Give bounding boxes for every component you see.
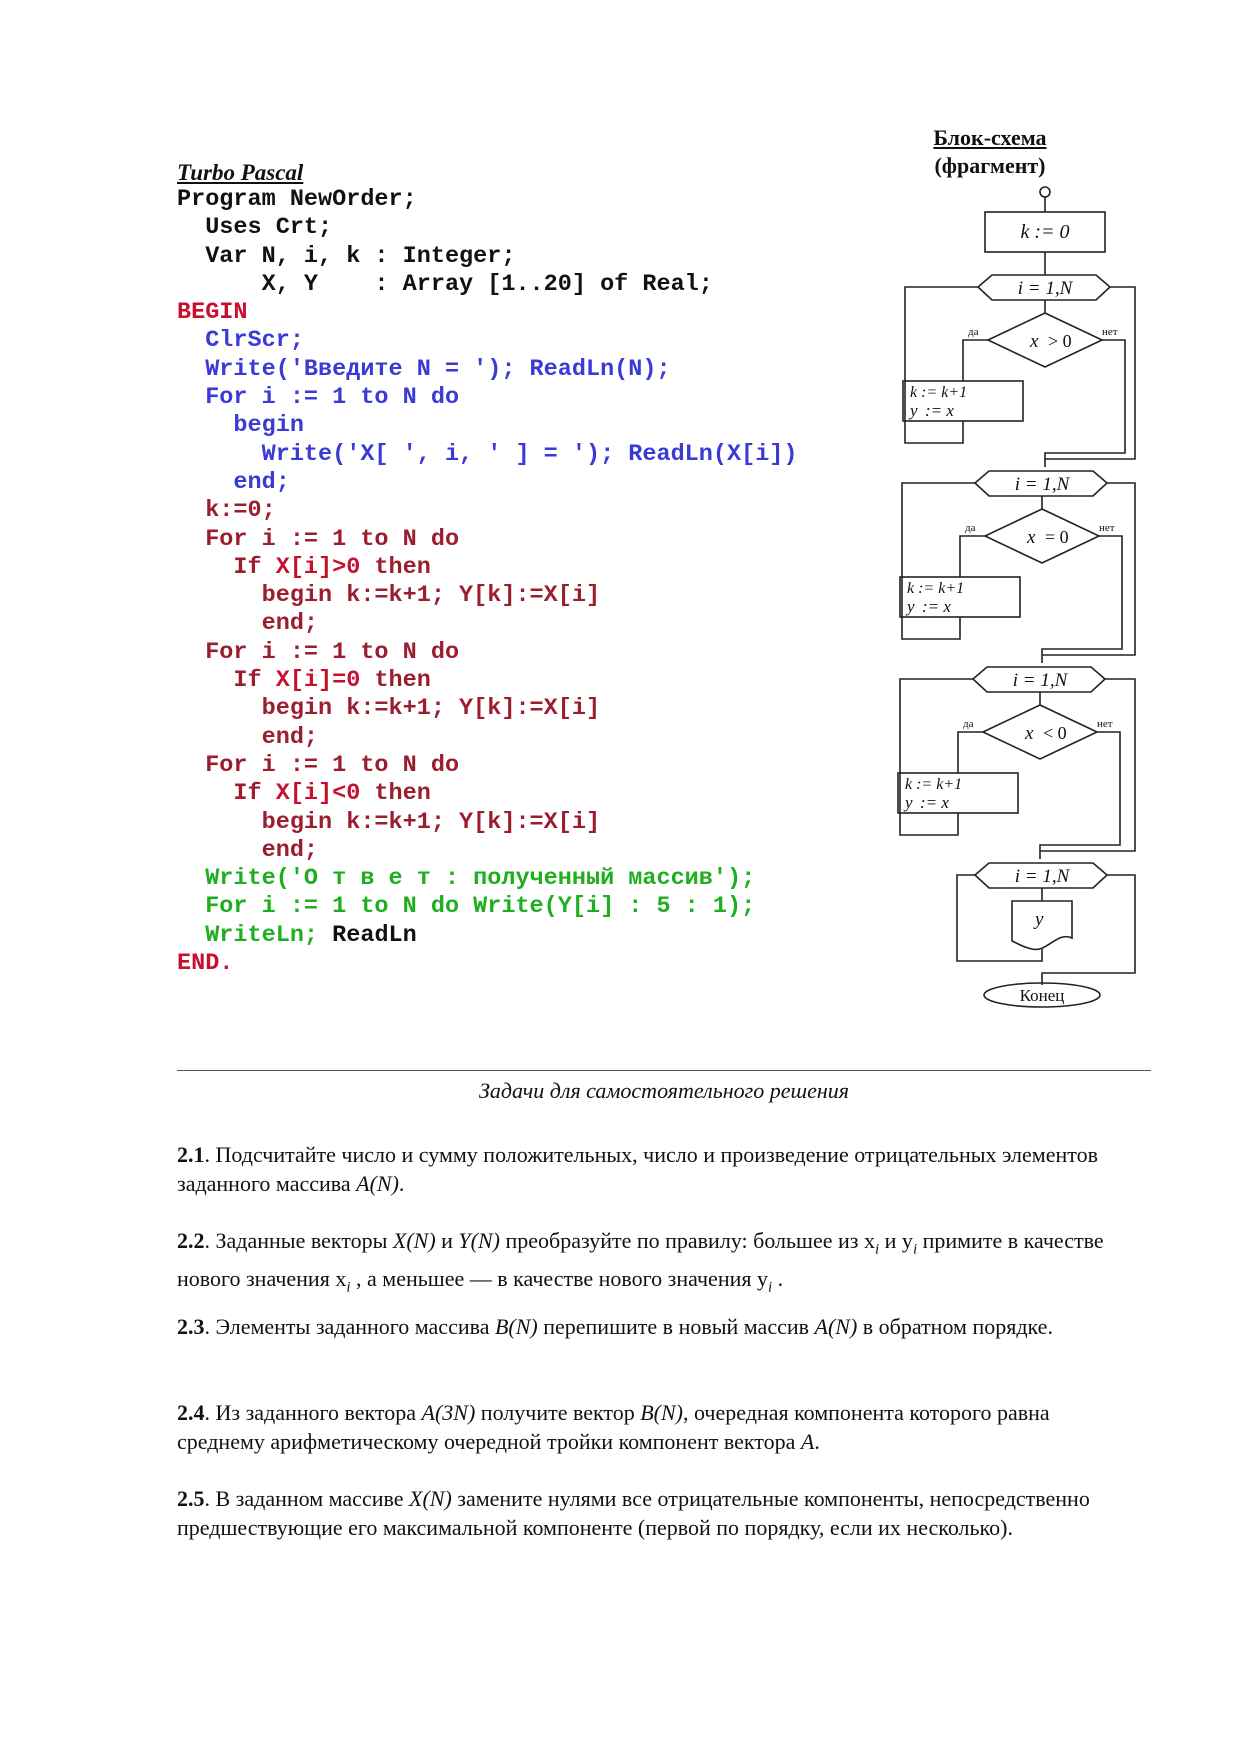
code-token: X[i]>0 <box>275 553 361 581</box>
yes-label-2: да <box>965 522 976 534</box>
assign-k-3: k := k+1 <box>905 776 963 793</box>
task-number: 2.5 <box>177 1486 205 1511</box>
task-number: 2.1 <box>177 1142 205 1167</box>
condition-diamond-2 <box>985 509 1099 563</box>
task-item: 2.2. Заданные векторы X(N) и Y(N) преобразуйте по правилу: большее из $x_i$ и $y_i$ примите в качестве нового значения $x_i$ , а меньшее — в качестве нового значения $y_i$ . <box>177 1228 1104 1296</box>
task-number: 2.2 <box>177 1228 205 1253</box>
code-token: k:=0; <box>177 497 276 525</box>
code-line <box>177 497 798 525</box>
task-text: X(N) <box>409 1486 452 1511</box>
code-token: Var N, i, k : Integer; <box>177 242 516 270</box>
code-line <box>177 639 798 667</box>
code-token: ReadLn <box>332 921 417 949</box>
code-token: then <box>360 667 431 695</box>
code-token: X, Y : Array [1..20] of Real; <box>177 270 713 298</box>
loop-label-2: i = 1,N <box>1014 474 1070 495</box>
task-text: , а меньшее — в качестве нового значения y <box>350 1266 768 1292</box>
code-line <box>177 356 798 384</box>
task-text: Подсчитайте число и сумму положительных, число и произведение отрицательных элементов заданного массива <box>177 1142 1098 1196</box>
cond-var-2: x <box>1027 527 1036 548</box>
task-text: перепишите в новый массив <box>537 1314 815 1339</box>
code-token: If <box>177 780 276 808</box>
code-line <box>177 724 798 752</box>
task-text: B(N) <box>494 1314 538 1339</box>
task-text: в обратном порядке. <box>857 1314 1053 1339</box>
task-text: A(N) <box>356 1171 399 1196</box>
condition-diamond-1 <box>988 313 1102 367</box>
code-line <box>177 695 798 723</box>
code-line <box>177 865 798 893</box>
code-line <box>177 950 798 978</box>
task-text: B(N) <box>640 1400 683 1425</box>
task-text: A(3N) <box>421 1400 476 1425</box>
no-label-3: нет <box>1097 718 1113 730</box>
yes-label-1: да <box>968 326 979 338</box>
cond-var-1: x <box>1030 331 1039 352</box>
task-text: i <box>874 1241 880 1258</box>
task-text: i <box>767 1279 773 1296</box>
code-line <box>177 214 798 242</box>
code-token: end; <box>177 610 319 638</box>
task-text: . <box>814 1429 820 1454</box>
flowchart-title-line1: Блок-схема <box>933 125 1047 150</box>
code-line <box>177 752 798 780</box>
code-token: If <box>177 667 276 695</box>
code-token: For i := 1 to N do <box>177 384 460 412</box>
code-token: Write('О т в е т : полученный массив'); <box>177 865 756 893</box>
task-item: 2.1. Подсчитайте число и сумму положительных, число и произведение отрицательных элементов заданного массива A(N). <box>177 1142 1098 1196</box>
cond-var-3: x <box>1025 723 1034 744</box>
code-line <box>177 554 798 582</box>
output-text: y <box>1035 909 1044 930</box>
cond-op-1: > 0 <box>1048 331 1072 351</box>
code-token: For i := 1 to N do <box>177 638 460 666</box>
code-token: ClrScr; <box>177 327 304 355</box>
no-label-1: нет <box>1102 326 1118 338</box>
no-label-2: нет <box>1099 522 1115 534</box>
loop-output <box>957 863 1135 985</box>
code-token: end; <box>177 836 319 864</box>
code-line <box>177 412 798 440</box>
code-token: end; <box>177 723 319 751</box>
code-line <box>177 299 798 327</box>
task-text: В заданном массиве <box>215 1486 409 1511</box>
code-token: Write('X[ ', i, ' ] = '); ReadLn(X[i]) <box>177 440 798 468</box>
code-line <box>177 327 798 355</box>
loop-label-4: i = 1,N <box>1014 866 1070 887</box>
code-line <box>177 922 798 950</box>
task-item: 2.5. В заданном массиве X(N) замените нулями все отрицательные компоненты, непосредственно предшествующие его максимальной компоненте (первой по порядку, если их несколько). <box>177 1486 1090 1540</box>
code-token: BEGIN <box>177 299 248 327</box>
cond-op-2: = 0 <box>1045 527 1069 547</box>
code-line <box>177 610 798 638</box>
section-divider <box>177 1070 1151 1071</box>
code-line <box>177 780 798 808</box>
code-token: begin k:=k+1; Y[k]:=X[i] <box>177 582 601 610</box>
assign-k-2: k := k+1 <box>907 580 965 597</box>
code-line <box>177 384 798 412</box>
code-line <box>177 582 798 610</box>
code-line <box>177 271 798 299</box>
flowchart-title <box>900 124 1080 180</box>
task-item: 2.3. Элементы заданного массива B(N) перепишите в новый массив A(N) в обратном порядке. <box>177 1314 1053 1339</box>
code-token: Write('Введите N = '); ReadLn(N); <box>177 355 671 383</box>
code-token: For i := 1 to N do <box>177 751 460 779</box>
loop-2 <box>900 471 1135 663</box>
code-token: begin <box>177 412 304 440</box>
code-line <box>177 667 798 695</box>
flowchart <box>880 185 1150 1015</box>
loop-label-1: i = 1,N <box>1017 278 1073 299</box>
task-text: , очередная компонента которого равна среднему арифметическому очередной тройки компонент вектора <box>177 1400 1050 1454</box>
init-text: k := 0 <box>1020 221 1070 243</box>
code-line <box>177 893 798 921</box>
code-line <box>177 441 798 469</box>
code-line <box>177 837 798 865</box>
code-line <box>177 469 798 497</box>
code-line <box>177 186 798 214</box>
code-token: begin k:=k+1; Y[k]:=X[i] <box>177 695 601 723</box>
task-text: Из заданного вектора <box>215 1400 422 1425</box>
loop-label-3: i = 1,N <box>1012 670 1068 691</box>
task-text: преобразуйте по правилу: большее из x <box>499 1228 875 1253</box>
flowchart-title-line2: (фрагмент) <box>934 153 1046 178</box>
code-line <box>177 243 798 271</box>
task-text: получите вектор <box>475 1400 641 1425</box>
condition-diamond-3 <box>983 705 1097 759</box>
code-title: Turbo Pascal <box>177 160 304 185</box>
assign-y-rest-3: := x <box>920 793 949 812</box>
task-text: замените нулями все отрицательные компоненты, непосредственно предшествующие его максимальной компоненте (первой по порядку, если их несколько). <box>177 1486 1090 1540</box>
task-number: 2.4 <box>177 1400 205 1425</box>
code-token: X[i]<0 <box>275 780 361 808</box>
task-text: X(N) <box>392 1228 436 1253</box>
task-text: и y <box>879 1228 913 1253</box>
assign-y-3: y <box>905 793 913 812</box>
task-text: Элементы заданного массива <box>215 1314 495 1339</box>
end-text: Конец <box>1019 986 1065 1005</box>
task-text: . <box>772 1266 784 1292</box>
tasks-heading: Задачи для самостоятельного решения <box>479 1078 849 1103</box>
task-number: 2.3 <box>177 1314 205 1339</box>
task-text: Заданные векторы <box>215 1228 393 1253</box>
code-token: If <box>177 553 276 581</box>
task-text: A(N) <box>814 1314 858 1339</box>
task-text: i <box>346 1279 351 1296</box>
assign-y-rest-1: := x <box>925 401 954 420</box>
code-token: then <box>360 780 431 808</box>
task-text: . <box>398 1171 405 1196</box>
code-token: END. <box>177 950 234 978</box>
code-token: then <box>360 553 431 581</box>
assign-y-2: y <box>907 597 915 616</box>
task-text: i <box>912 1241 918 1258</box>
assign-y-1: y <box>910 401 918 420</box>
task-text: A <box>800 1429 815 1454</box>
code-token: Program NewOrder; <box>177 186 417 213</box>
code-token: begin k:=k+1; Y[k]:=X[i] <box>177 808 601 836</box>
yes-label-3: да <box>963 718 974 730</box>
pascal-code-listing <box>177 186 798 978</box>
assign-k-1: k := k+1 <box>910 384 968 401</box>
code-token: For i := 1 to N do <box>177 525 460 553</box>
start-connector <box>1040 187 1050 197</box>
code-line <box>177 526 798 554</box>
code-token: X[i]=0 <box>275 667 361 695</box>
task-text: и <box>435 1228 459 1253</box>
code-token: For i := 1 to N do Write(Y[i] : 5 : 1); <box>177 893 756 921</box>
code-line <box>177 809 798 837</box>
loop-1 <box>903 275 1135 467</box>
cond-op-3: < 0 <box>1043 723 1067 743</box>
task-text: примите в качестве нового значения x <box>177 1228 1104 1292</box>
assign-y-rest-2: := x <box>922 597 951 616</box>
loop-3 <box>898 667 1135 859</box>
code-token: end; <box>177 468 290 496</box>
code-token: Uses Crt; <box>177 214 333 242</box>
task-text: Y(N) <box>458 1228 500 1253</box>
code-token: WriteLn; <box>177 921 333 949</box>
task-item: 2.4. Из заданного вектора A(3N) получите вектор B(N), очередная компонента которого равна среднему арифметическому очередной тройки компонент вектора A. <box>177 1400 1050 1454</box>
